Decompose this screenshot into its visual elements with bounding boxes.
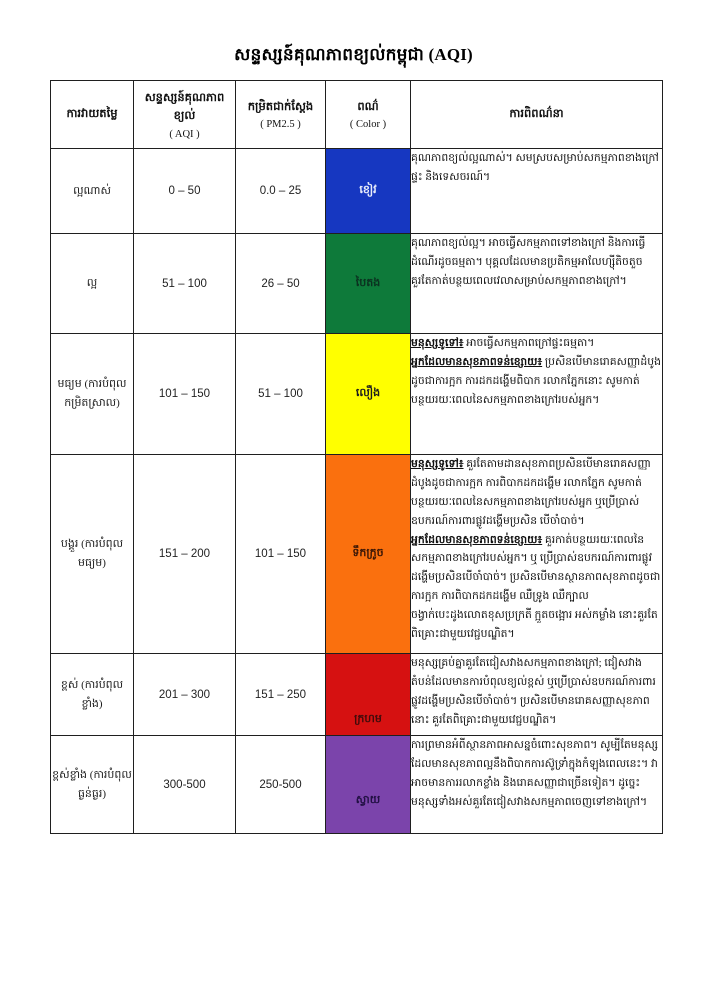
segment-lead: មនុស្សទូទៅ៖ [411, 458, 464, 470]
color-name-label: លឿង [355, 387, 381, 399]
header-color-khmer: ពណ៌ [357, 100, 379, 113]
cell-description [411, 334, 663, 455]
color-name-label: ទឹកក្រូច [352, 547, 384, 559]
color-name-label: បៃតង [355, 276, 381, 289]
segment-text: គួរតែតាមដានសុខភាពប្រសិនបើមានរោគសញ្ញាដំបូងដូចជាការក្អក ការពិបាកដកដង្ហើម រលាកភ្នែក សូមកាត់បន្ថយរយៈពេលនៃសកម្មភាពខាងក្រៅរបស់អ្នក ឬប្រើប្រាស់ឧបករណ៍ការពារផ្លូវដង្ហើមប្រសិន បើចាំបាច់។ [411, 458, 651, 527]
cell-aqi-range: 51 – 100 [134, 234, 236, 334]
header-pm25 [236, 81, 326, 149]
header-evaluation [51, 81, 134, 149]
description-segment [411, 353, 662, 410]
cell-pm25-range: 250-500 [236, 736, 326, 834]
segment-lead: អ្នកដែលមានសុខភាពទន់ខ្សោយ៖ [411, 355, 543, 368]
description-segment [411, 654, 662, 730]
cell-description [411, 455, 663, 654]
color-swatch [326, 736, 410, 833]
cell-evaluation: ខ្ពស់ (ការបំពុលខ្លាំង) [51, 654, 134, 736]
cell-color-swatch [326, 654, 411, 736]
cell-description [411, 149, 663, 234]
cell-aqi-range: 300-500 [134, 736, 236, 834]
color-swatch [326, 234, 410, 333]
color-swatch [326, 455, 410, 653]
cell-pm25-range: 26 – 50 [236, 234, 326, 334]
color-swatch [326, 334, 410, 454]
cell-color-swatch [326, 149, 411, 234]
header-aqi-khmer: សន្ទស្សន៍គុណភាពខ្យល់ [144, 91, 225, 123]
table-row [51, 455, 663, 654]
description-segment [411, 234, 662, 291]
table-row [51, 654, 663, 736]
cell-pm25-range: 151 – 250 [236, 654, 326, 736]
header-description-label: ការពិពណ៌នា [509, 108, 564, 121]
table-row [51, 736, 663, 834]
table-row [51, 149, 663, 234]
header-description [411, 81, 663, 149]
cell-color-swatch [326, 455, 411, 654]
cell-pm25-range: 0.0 – 25 [236, 149, 326, 234]
cell-evaluation: មធ្យម (ការបំពុលកម្រិតស្រាល) [51, 334, 134, 455]
cell-description [411, 654, 663, 736]
color-swatch [326, 149, 410, 233]
description-segment [411, 334, 662, 353]
table-row [51, 234, 663, 334]
aqi-table [50, 80, 663, 834]
description-segment [411, 149, 662, 187]
cell-evaluation: ខ្ពស់ខ្លាំង (ការបំពុលធ្ងន់ធ្ងរ) [51, 736, 134, 834]
cell-evaluation: បង្គួរ (ការបំពុលមធ្យម) [51, 455, 134, 654]
segment-text: គួរកាត់បន្ថយរយៈពេលនៃសកម្មភាពខាងក្រៅរបស់អ្នក។ ឬ ប្រើប្រាស់ឧបករណ៍ការពារផ្លូវដង្ហើមប្រសិនបើចាំបាច់។ ប្រសិនបើមានស្ថានភាពសុខភាពដូចជាការក្អក ការពិបាកដកដង្ហើម ឈឺទ្រូង ឈឺក្បាល ចង្វាក់បេះដូងលោតខុសប្រក្រតី ក្អួតចង្អោរ អស់កម្លាំង នោះគួរតែពិគ្រោះជាមួយវេជ្ជបណ្ឌិត។ [411, 533, 661, 641]
cell-pm25-range: 51 – 100 [236, 334, 326, 455]
header-color-latin: ( Color ) [349, 119, 387, 131]
header-aqi-latin: ( AQI ) [169, 128, 200, 140]
cell-pm25-range: 101 – 150 [236, 455, 326, 654]
description-segment [411, 531, 662, 644]
cell-color-swatch [326, 334, 411, 455]
color-swatch [326, 654, 410, 735]
segment-text: គុណភាពខ្យល់ល្អណាស់។ សមស្របសម្រាប់សកម្មភាពខាងក្រៅផ្ទះ និងទេសចរណ៍។ [411, 152, 659, 183]
cell-aqi-range: 201 – 300 [134, 654, 236, 736]
cell-description [411, 736, 663, 834]
segment-lead: អ្នកដែលមានសុខភាពទន់ខ្សោយ៖ [411, 533, 543, 546]
header-pm25-khmer: កម្រិតជាក់ស្តែង [247, 100, 314, 113]
segment-text: ការព្រមានអំពីស្ថានភាពអាសន្នចំពោះសុខភាព។ សូម្បីតែមនុស្សដែលមានសុខភាពល្អនឹងពិបាកការស៊ូទ្រាំក្នុងកំឡុងពេលនេះ។ វាអាចមានការរលាកខ្លាំង និងរោគសញ្ញាជាច្រើនទៀត។ ដូច្នេះមនុស្សទាំងអស់គួរតែជៀសវាងសកម្មភាពចេញទៅខាងក្រៅ។ [411, 739, 658, 808]
header-aqi [134, 81, 236, 149]
segment-text: គុណភាពខ្យល់ល្អ។ អាចធ្វើសកម្មភាពទៅខាងក្រៅ និងការធ្វើដំណើរដូចធម្មតា។ បុគ្គលដែលមានប្រតិកម្មអាលែហ្ស៊ីតិចតួច គួរតែកាត់បន្ថយពេលវេលាសម្រាប់សកម្មភាពខាងក្រៅ។ [411, 237, 646, 287]
cell-evaluation: ល្អ [51, 234, 134, 334]
segment-text: ប្រសិនបើមានរោគសញ្ញាដំបូងដូចជាការក្អក ការដកដង្ហើមពិបាក រលាកភ្នែកនោះ សូមកាត់បន្ថយរយៈពេលនៃសកម្មភាពខាងក្រៅរបស់អ្នក។ [411, 355, 661, 406]
color-name-label: ក្រហម [354, 713, 382, 725]
cell-description [411, 234, 663, 334]
segment-lead: មនុស្សទូទៅ៖ [411, 337, 464, 349]
color-name-label: ស្វាយ [355, 794, 381, 806]
cell-color-swatch [326, 234, 411, 334]
header-color [326, 81, 411, 149]
segment-text: មនុស្សគ្រប់គ្នាគួរតែជៀសវាងសកម្មភាពខាងក្រៅ; ជៀសវាងតំបន់ដែលមានការបំពុលខ្យល់ខ្ពស់ ឬប្រើប្រាស់ឧបករណ៍ការពារផ្លូវដង្ហើមប្រសិនបើចាំបាច់។ ប្រសិនបើមានរោគសញ្ញាសុខភាពនោះ គួរតែពិគ្រោះជាមួយវេជ្ជបណ្ឌិត។ [411, 657, 656, 726]
table-header-row [51, 81, 663, 149]
color-name-label: ខៀវ [359, 184, 377, 196]
page-title: សន្ទស្សន៍គុណភាពខ្យល់កម្ពុជា (AQI) [234, 45, 473, 64]
segment-text: អាចធ្វើសកម្មភាពក្រៅផ្ទះធម្មតា។ [463, 337, 595, 349]
description-segment [411, 455, 662, 531]
header-pm25-latin: ( PM2.5 ) [260, 119, 301, 131]
header-evaluation-label: ការវាយតម្លៃ [66, 108, 118, 121]
cell-color-swatch [326, 736, 411, 834]
cell-evaluation: ល្អណាស់ [51, 149, 134, 234]
cell-aqi-range: 101 – 150 [134, 334, 236, 455]
cell-aqi-range: 0 – 50 [134, 149, 236, 234]
table-row [51, 334, 663, 455]
cell-aqi-range: 151 – 200 [134, 455, 236, 654]
description-segment [411, 736, 662, 812]
